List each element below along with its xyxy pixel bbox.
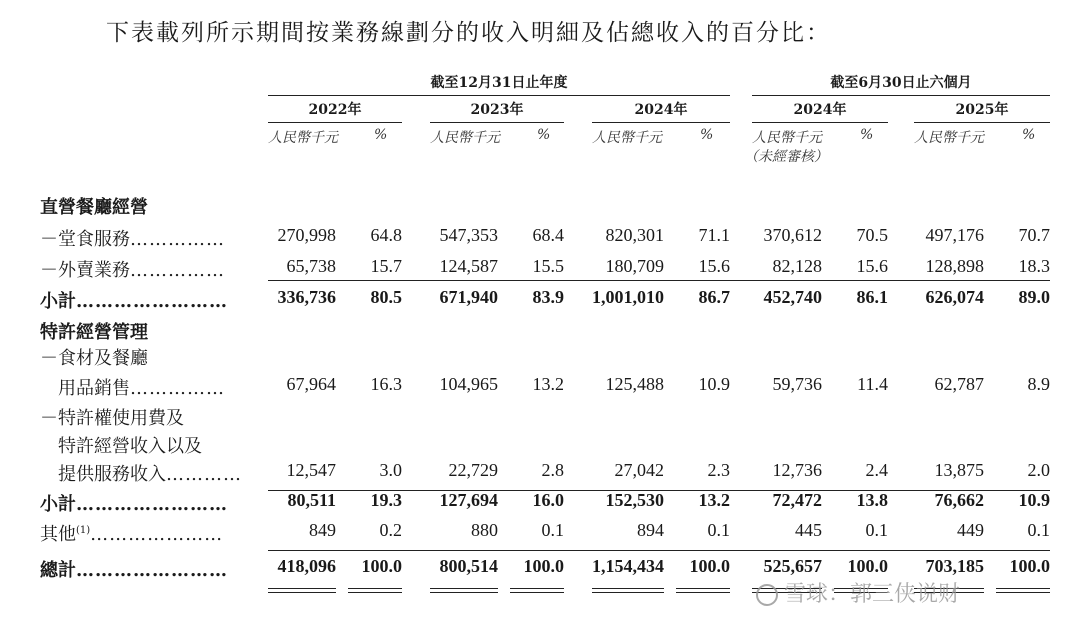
group-underline-interim	[752, 95, 1050, 96]
row-label	[40, 256, 225, 282]
percent-cell: 80.5	[370, 287, 402, 307]
year-underline	[592, 122, 730, 123]
amount-cell: 76,662	[934, 490, 984, 510]
amount-cell: 336,736	[277, 287, 336, 307]
amount-cell: 152,530	[605, 490, 664, 510]
row-label	[40, 225, 225, 251]
leader-dots: …………	[166, 464, 242, 485]
group-header-annual: 截至12月31日止年度	[430, 75, 568, 91]
percent-cell: 15.6	[698, 256, 730, 276]
row-label	[40, 520, 223, 546]
unit-rmb: 人民幣千元	[430, 130, 500, 146]
subtotal-rule	[268, 280, 1050, 281]
row-label-text: 特許經營收入以及	[40, 436, 202, 457]
amount-cell: 270,998	[277, 225, 336, 245]
amount-cell: 626,074	[925, 287, 984, 307]
row-label	[40, 556, 228, 582]
watermark	[756, 577, 960, 608]
row-label-text: －外賣業務	[40, 260, 130, 281]
row-label	[40, 374, 225, 400]
row-label-text: 提供服務收入	[40, 464, 166, 485]
percent-cell: 68.4	[532, 225, 564, 245]
unit-pct: %	[700, 127, 714, 143]
year-header-2024-interim: 2024年	[793, 102, 847, 118]
total-double-rule	[348, 588, 402, 593]
total-double-rule	[676, 588, 730, 593]
percent-cell: 100.0	[847, 556, 888, 576]
amount-cell: 525,657	[763, 556, 822, 576]
amount-cell: 703,185	[925, 556, 984, 576]
amount-cell: 59,736	[772, 374, 822, 394]
amount-cell: 72,472	[772, 490, 822, 510]
leader-dots: ……………	[130, 378, 225, 399]
amount-cell: 80,511	[287, 490, 336, 510]
total-double-rule	[268, 588, 336, 593]
total-double-rule	[996, 588, 1050, 593]
xueqiu-logo-icon	[756, 584, 778, 606]
amount-cell: 370,612	[763, 225, 822, 245]
percent-cell: 16.0	[532, 490, 564, 510]
amount-cell: 127,694	[439, 490, 498, 510]
amount-cell: 13,875	[934, 460, 984, 480]
amount-cell: 124,587	[439, 256, 498, 276]
year-underline	[268, 122, 402, 123]
subtotal-rule	[268, 490, 1050, 491]
row-label-text: －食材及餐廳	[40, 348, 148, 369]
row-label-text: 直營餐廳經營	[40, 197, 148, 218]
unit-pct: %	[1022, 127, 1036, 143]
amount-cell: 180,709	[605, 256, 664, 276]
unit-rmb: 人民幣千元	[592, 130, 662, 146]
amount-cell: 849	[309, 520, 336, 540]
group-underline-annual	[268, 95, 730, 96]
percent-cell: 100.0	[689, 556, 730, 576]
percent-cell: 0.1	[1027, 520, 1050, 540]
amount-cell: 65,738	[286, 256, 336, 276]
total-double-rule	[592, 588, 664, 593]
amount-cell: 547,353	[439, 225, 498, 245]
row-label	[40, 287, 228, 313]
amount-cell: 128,898	[925, 256, 984, 276]
amount-cell: 104,965	[439, 374, 498, 394]
percent-cell: 86.1	[856, 287, 888, 307]
amount-cell: 22,729	[448, 460, 498, 480]
row-label	[40, 318, 148, 344]
year-underline	[914, 122, 1050, 123]
row-label-text: －堂食服務	[40, 229, 130, 250]
unit-unaudited: （未經審核）	[744, 149, 828, 165]
row-label-text: 總計	[40, 560, 76, 581]
percent-cell: 86.7	[698, 287, 730, 307]
amount-cell: 671,940	[439, 287, 498, 307]
footnote-marker: (1)	[76, 525, 91, 536]
percent-cell: 13.2	[698, 490, 730, 510]
amount-cell: 1,001,010	[592, 287, 664, 307]
percent-cell: 15.6	[856, 256, 888, 276]
amount-cell: 82,128	[772, 256, 822, 276]
unit-pct: %	[374, 127, 388, 143]
year-header-2025-interim: 2025年	[955, 102, 1009, 118]
unit-pct: %	[860, 127, 874, 143]
percent-cell: 100.0	[1009, 556, 1050, 576]
percent-cell: 70.5	[856, 225, 888, 245]
percent-cell: 13.8	[856, 490, 888, 510]
leader-dots: ……………………	[76, 494, 228, 515]
row-label-text: 其他	[40, 524, 76, 545]
total-double-rule	[510, 588, 564, 593]
percent-cell: 89.0	[1018, 287, 1050, 307]
amount-cell: 800,514	[439, 556, 498, 576]
percent-cell: 0.1	[707, 520, 730, 540]
percent-cell: 18.3	[1018, 256, 1050, 276]
leader-dots: ……………………	[76, 560, 228, 581]
percent-cell: 13.2	[532, 374, 564, 394]
row-label-text: 特許經營管理	[40, 322, 148, 343]
row-label	[40, 490, 228, 516]
amount-cell: 27,042	[614, 460, 664, 480]
row-label-text: 用品銷售	[40, 378, 130, 399]
year-underline	[430, 122, 564, 123]
percent-cell: 15.5	[532, 256, 564, 276]
row-label-text: －特許權使用費及	[40, 408, 184, 429]
row-label	[40, 193, 148, 219]
leader-dots: ……………	[130, 260, 225, 281]
unit-rmb: 人民幣千元	[268, 130, 338, 146]
percent-cell: 3.0	[379, 460, 402, 480]
watermark-text: 雪球：郭三侠说财	[784, 582, 961, 607]
amount-cell: 497,176	[925, 225, 984, 245]
year-header-2023: 2023年	[470, 102, 524, 118]
intro-text: 下表載列所示期間按業務線劃分的收入明細及佔總收入的百分比：	[106, 20, 831, 46]
percent-cell: 83.9	[532, 287, 564, 307]
row-label	[40, 460, 242, 486]
amount-cell: 62,787	[934, 374, 984, 394]
total-double-rule	[430, 588, 498, 593]
amount-cell: 449	[957, 520, 984, 540]
percent-cell: 0.1	[865, 520, 888, 540]
percent-cell: 10.9	[698, 374, 730, 394]
percent-cell: 71.1	[698, 225, 730, 245]
leader-dots: ……………………	[76, 291, 228, 312]
amount-cell: 452,740	[763, 287, 822, 307]
percent-cell: 70.7	[1018, 225, 1050, 245]
amount-cell: 445	[795, 520, 822, 540]
percent-cell: 2.0	[1027, 460, 1050, 480]
percent-cell: 2.3	[707, 460, 730, 480]
percent-cell: 64.8	[370, 225, 402, 245]
unit-rmb: 人民幣千元	[752, 130, 822, 146]
percent-cell: 100.0	[523, 556, 564, 576]
unit-rmb: 人民幣千元	[914, 130, 984, 146]
unit-pct: %	[537, 127, 551, 143]
year-underline	[752, 122, 888, 123]
amount-cell: 880	[471, 520, 498, 540]
row-label	[40, 432, 202, 458]
amount-cell: 820,301	[605, 225, 664, 245]
year-header-2022: 2022年	[308, 102, 362, 118]
percent-cell: 10.9	[1018, 490, 1050, 510]
percent-cell: 2.8	[541, 460, 564, 480]
percent-cell: 0.1	[541, 520, 564, 540]
amount-cell: 418,096	[277, 556, 336, 576]
amount-cell: 894	[637, 520, 664, 540]
amount-cell: 1,154,434	[592, 556, 664, 576]
percent-cell: 100.0	[361, 556, 402, 576]
percent-cell: 11.4	[857, 374, 888, 394]
leader-dots: ……………	[130, 229, 225, 250]
percent-cell: 8.9	[1027, 374, 1050, 394]
percent-cell: 19.3	[370, 490, 402, 510]
row-label-text: 小計	[40, 291, 76, 312]
amount-cell: 67,964	[286, 374, 336, 394]
percent-cell: 16.3	[370, 374, 402, 394]
leader-dots: …………………	[90, 524, 224, 545]
row-label-text: 小計	[40, 494, 76, 515]
percent-cell: 0.2	[379, 520, 402, 540]
amount-cell: 12,736	[772, 460, 822, 480]
percent-cell: 2.4	[865, 460, 888, 480]
row-label	[40, 344, 148, 370]
amount-cell: 125,488	[605, 374, 664, 394]
row-label	[40, 404, 184, 430]
year-header-2024: 2024年	[634, 102, 688, 118]
amount-cell: 12,547	[286, 460, 336, 480]
group-header-interim: 截至6月30日止六個月	[830, 75, 972, 91]
percent-cell: 15.7	[370, 256, 402, 276]
total-rule	[268, 550, 1050, 551]
